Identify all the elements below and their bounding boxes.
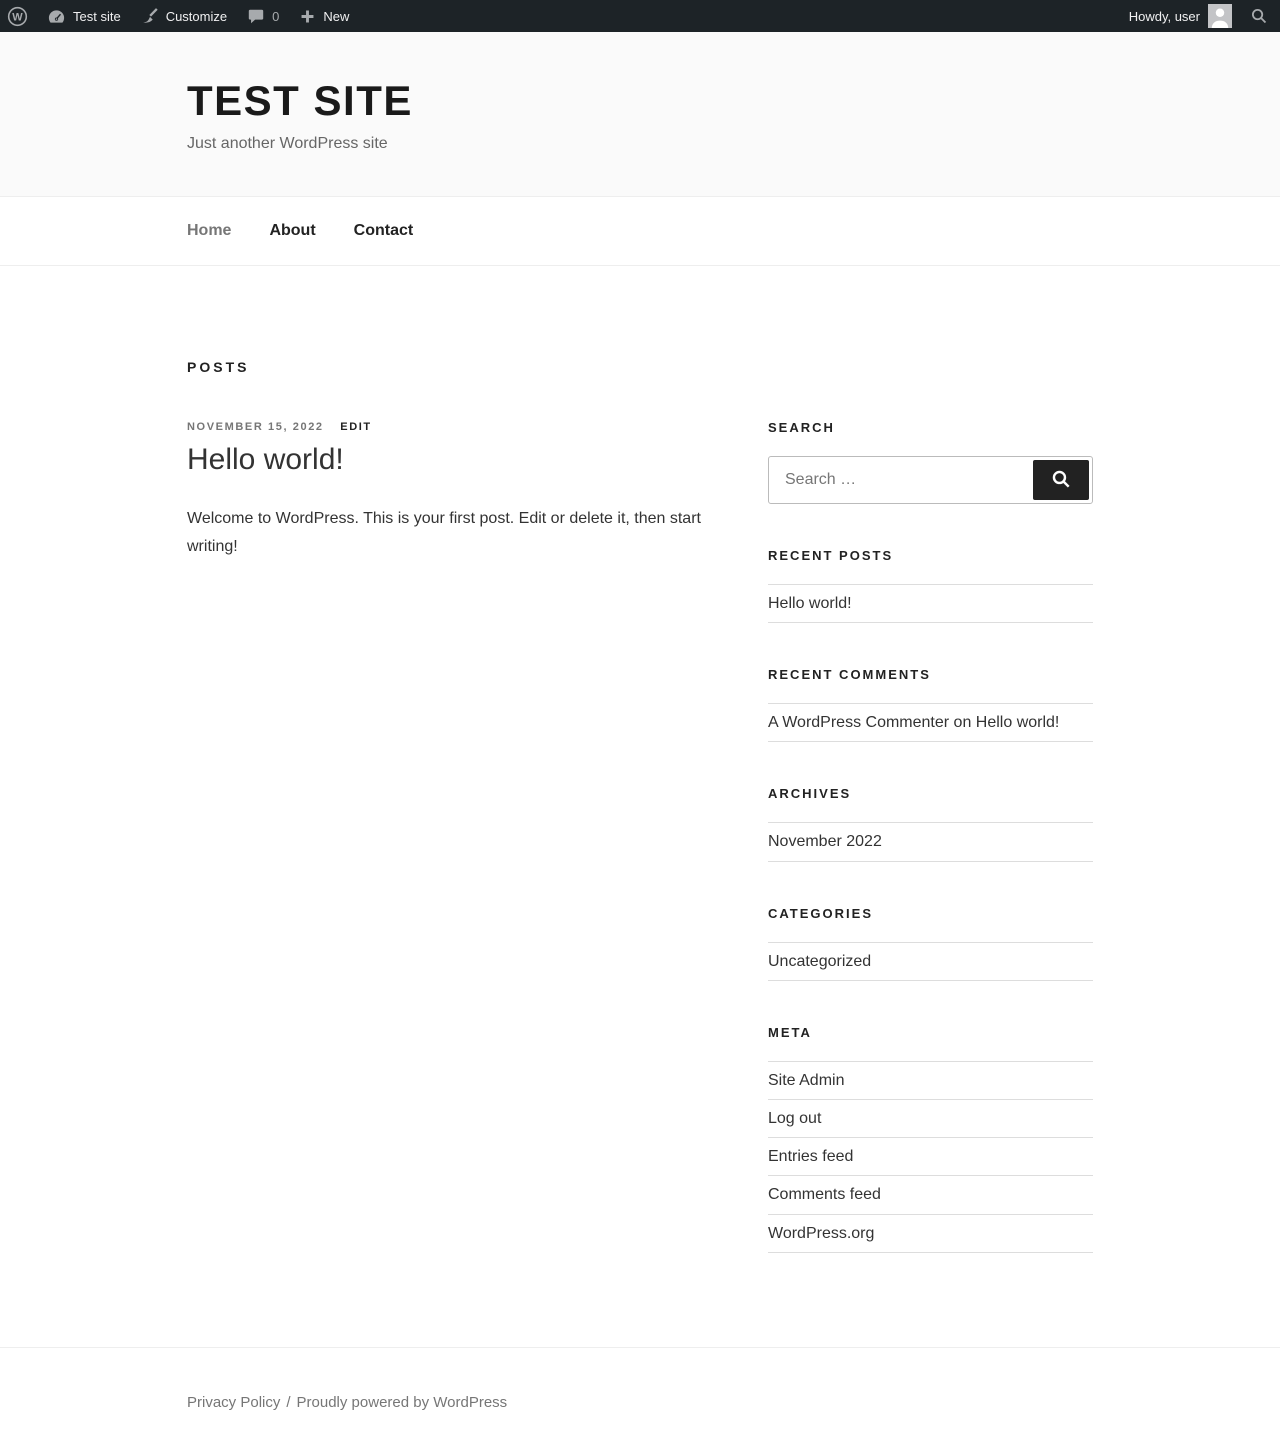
wp-admin-bar (0, 0, 1280, 32)
site-footer (0, 1347, 1280, 1453)
post-body: Welcome to WordPress. This is your first post. Edit or delete it, then start writing! (187, 509, 701, 555)
list-item (768, 703, 1093, 741)
meta-widget (768, 1025, 1093, 1253)
comments-bubble-icon (247, 7, 265, 25)
search-icon (1250, 7, 1268, 25)
nav-item-about[interactable]: About (269, 222, 316, 239)
post-title (187, 441, 712, 479)
admin-bar-my-account[interactable] (1119, 0, 1238, 32)
search-button-icon (1050, 468, 1072, 493)
plus-icon (299, 8, 316, 25)
site-tagline: Just another WordPress site (187, 135, 388, 153)
admin-bar-right (1119, 0, 1280, 32)
post-date-link[interactable]: NOVEMBER 15, 2022 (187, 421, 324, 433)
list-item (768, 942, 1093, 980)
meta-log-out-link[interactable]: Log out (768, 1109, 822, 1127)
wordpress-logo-menu[interactable] (0, 0, 37, 32)
admin-bar-comments[interactable] (237, 0, 289, 32)
categories-title: CATEGORIES (768, 905, 873, 921)
archives-widget (768, 786, 1093, 861)
search-input[interactable] (769, 457, 1030, 503)
svg-text:W: W (12, 11, 23, 24)
page-title: POSTS (187, 359, 250, 375)
footer-separator: / (286, 1393, 291, 1411)
comments-count: 0 (272, 8, 280, 24)
admin-bar-left (0, 0, 359, 32)
site-content (187, 266, 1093, 1297)
list-item (768, 822, 1093, 860)
post-article (187, 421, 712, 561)
recent-comments-title: RECENT COMMENTS (768, 667, 931, 683)
avatar (1208, 4, 1232, 28)
category-link[interactable]: Uncategorized (768, 952, 872, 970)
admin-bar-customize[interactable] (131, 0, 237, 32)
howdy-label: Howdy, user (1128, 8, 1200, 24)
nav-item-home[interactable]: Home (187, 222, 232, 239)
archive-link[interactable]: November 2022 (768, 833, 882, 851)
sidebar (768, 420, 1093, 1297)
wordpress-logo-icon (7, 6, 28, 27)
recent-comments-widget (768, 667, 1093, 742)
customize-brush-icon (141, 7, 159, 25)
admin-bar-search-toggle[interactable] (1238, 0, 1280, 32)
site-header (0, 32, 1280, 197)
site-title-link[interactable]: TEST SITE (187, 77, 413, 124)
top-navigation (0, 197, 1280, 266)
recent-posts-title: RECENT POSTS (768, 548, 894, 563)
search-submit-button[interactable] (1033, 460, 1089, 500)
list-item (768, 1061, 1093, 1099)
post-edit-link[interactable]: EDIT (340, 421, 372, 433)
powered-by-link[interactable]: Proudly powered by WordPress (296, 1393, 508, 1411)
admin-bar-site-label: Test site (73, 8, 121, 24)
meta-site-admin-link[interactable]: Site Admin (768, 1071, 845, 1089)
admin-bar-site-menu[interactable] (37, 0, 131, 32)
recent-posts-widget (768, 548, 1093, 623)
site-title[interactable] (187, 78, 1093, 124)
meta-entries-feed-link[interactable]: Entries feed (768, 1148, 854, 1166)
search-form (768, 456, 1093, 504)
privacy-policy-link[interactable]: Privacy Policy (187, 1393, 281, 1411)
list-item (768, 1099, 1093, 1137)
search-widget (768, 420, 1093, 504)
recent-post-link[interactable]: Hello world! (768, 595, 852, 612)
admin-bar-new-label: New (323, 8, 350, 24)
admin-bar-new[interactable] (289, 0, 359, 32)
meta-comments-feed-link[interactable]: Comments feed (768, 1186, 881, 1204)
comment-connector: on (949, 714, 976, 732)
nav-item-contact[interactable]: Contact (353, 222, 414, 239)
list-item (768, 1175, 1093, 1213)
archives-title: ARCHIVES (768, 786, 852, 802)
comment-author-link[interactable]: A WordPress Commenter (768, 714, 950, 732)
comment-post-link[interactable]: Hello world! (975, 714, 1060, 732)
search-widget-title: SEARCH (768, 420, 835, 435)
entry-meta (187, 421, 712, 433)
list-item (768, 584, 1093, 622)
meta-wordpress-org-link[interactable]: WordPress.org (768, 1224, 875, 1242)
admin-bar-customize-label: Customize (165, 8, 228, 24)
main-column (187, 359, 712, 1297)
list-item (768, 1137, 1093, 1175)
post-title-link[interactable]: Hello world! (187, 443, 344, 476)
list-item (768, 1214, 1093, 1252)
dashboard-gauge-icon (47, 7, 66, 26)
categories-widget (768, 906, 1093, 981)
meta-title: META (768, 1024, 812, 1040)
